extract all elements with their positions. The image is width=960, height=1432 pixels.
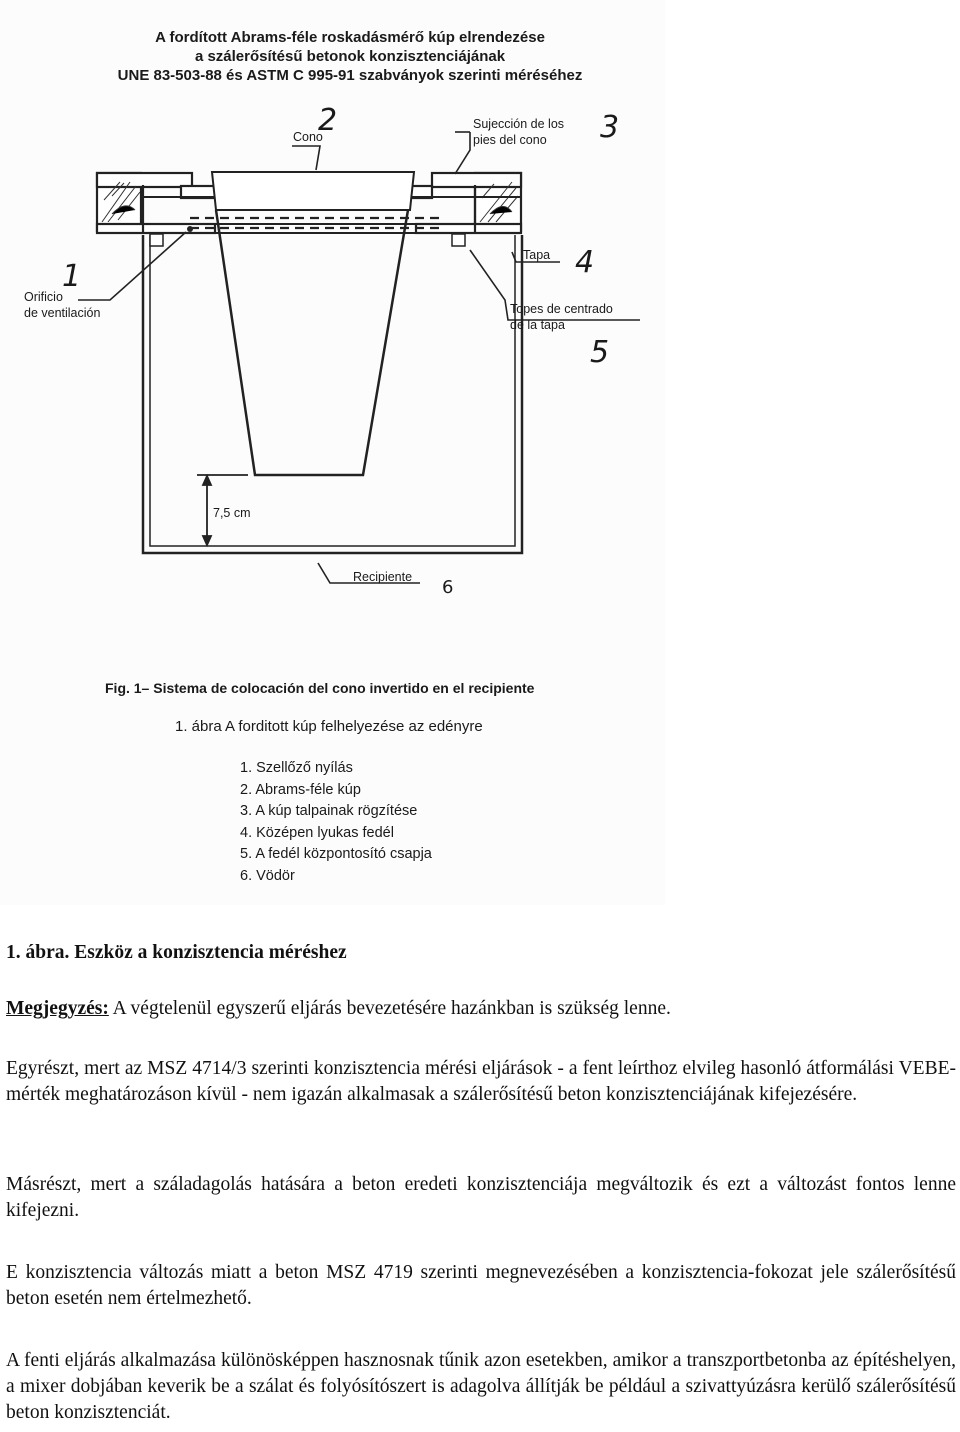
note-text: A végtelenül egyszerű eljárás bevezetésére hazánkban is szükség lenne. <box>108 998 671 1019</box>
legend-item: 1. Szellőző nyílás <box>240 760 353 776</box>
document-figure-caption: 1. ábra. Eszköz a konzisztencia méréshez <box>6 942 347 963</box>
legend-item: 4. Középen lyukas fedél <box>240 824 394 841</box>
callout-number-5: 5 <box>590 335 610 370</box>
callout-number-2: 2 <box>318 103 338 138</box>
paragraph: Egyrészt, mert az MSZ 4714/3 szerinti konzisztencia mérési eljárások - a fent leírthoz elvileg hasonló átformálási VEBE-mérték meghatározáson kívül - nem igazán alkalmasak a szálerősítésű beton konzisztenciájának kifejezésére. <box>6 1058 956 1105</box>
label-recipiente: Recipiente <box>353 570 413 584</box>
cone-outline <box>216 210 408 475</box>
figure-caption-hungarian: 1. ábra A forditott kúp felhelyezése az edényre <box>175 718 483 735</box>
callout-number-6: 6 <box>442 577 454 598</box>
figure-caption-spanish: Fig. 1– Sistema de colocación del cono invertido en el recipiente <box>105 680 535 696</box>
legend-item: 6. Vödör <box>240 867 295 884</box>
figure-legend <box>240 758 432 888</box>
figure-title-line-1: A fordított Abrams-féle roskadásmérő kúp elrendezése <box>155 29 545 46</box>
callout-number-3: 3 <box>600 110 620 145</box>
label-orificio-line-1: Orificio <box>24 290 63 304</box>
note-label: Megjegyzés: <box>6 998 109 1019</box>
label-topes-line-1: Topes de centrado <box>510 302 613 316</box>
legend-item: 3. A kúp talpainak rögzítése <box>240 803 418 820</box>
label-cono: Cono <box>293 130 323 144</box>
paragraph: Másrészt, mert a száladagolás hatására a beton eredeti konzisztenciája megváltozik és ezt a változást fontos lenne kifejezni. <box>6 1174 956 1221</box>
container-outline <box>143 235 522 553</box>
figure-image <box>0 0 665 905</box>
callout-number-1: 1 <box>62 259 82 294</box>
label-sujecion-line-1: Sujección de los <box>473 117 565 131</box>
figure-title-line-3: UNE 83-503-88 és ASTM C 995-91 szabványok szerinti méréséhez <box>117 67 583 84</box>
label-topes-line-2: de la tapa <box>510 318 565 332</box>
note <box>6 996 956 1022</box>
paragraph: E konzisztencia változás miatt a beton MSZ 4719 szerinti megnevezésében a konzisztencia-fokozat jele szálerősítésű beton esetén nem értelmezhető. <box>6 1262 956 1309</box>
label-orificio-line-2: de ventilación <box>24 306 101 320</box>
paragraph: A fenti eljárás alkalmazása különösképpen hasznosnak tűnik azon esetekben, amikor a transzportbetonba az építéshelyen, a mixer dobjában keverik be a szálat és folyósítószert is adagolva állítják be például a szivattyúzásra kerülő szálerősítésű beton konzisztenciát. <box>6 1350 956 1423</box>
legend-item: 2. Abrams-féle kúp <box>240 781 361 798</box>
figure-title <box>90 28 610 85</box>
legend-item: 5. A fedél központosító csapja <box>240 846 432 863</box>
label-sujecion-line-2: pies del cono <box>473 133 547 147</box>
label-tapa: Tapa <box>523 248 551 262</box>
label-dimension: 7,5 cm <box>213 506 251 520</box>
figure-title-line-2: a szálerősítésű betonok konzisztenciájának <box>194 48 506 65</box>
callout-number-4: 4 <box>575 245 595 280</box>
